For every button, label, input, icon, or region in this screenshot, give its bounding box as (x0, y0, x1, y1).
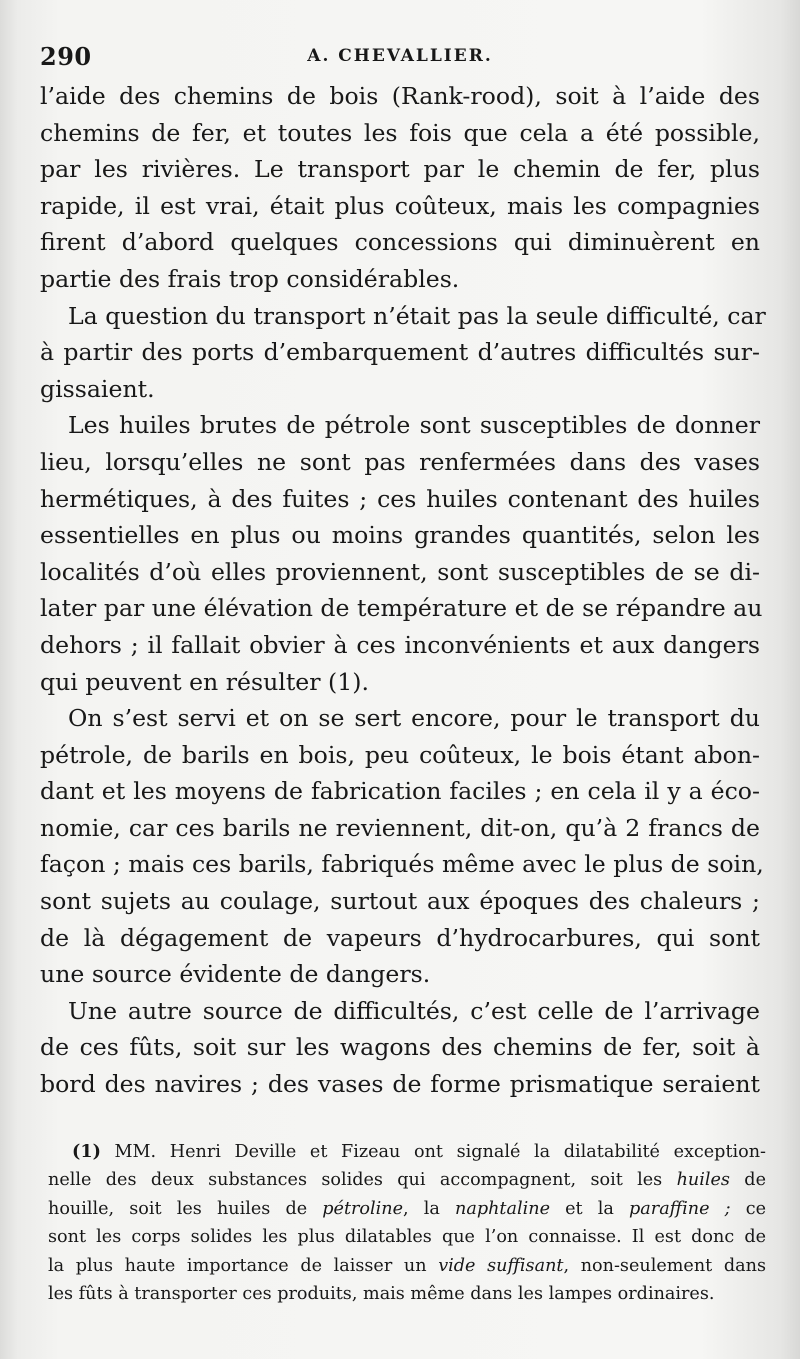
text-line: bord des navires ; des vases de forme prismatique seraient (40, 1070, 760, 1099)
page-header (40, 42, 760, 72)
footnote-italic: huiles (676, 1170, 730, 1191)
text-line: essentielles en plus ou moins grandes quantités, selon les (40, 521, 760, 550)
footnote-line (48, 1138, 766, 1166)
footnote-text: ce (730, 1198, 766, 1219)
paragraph-start-line: Une autre source de difficultés, c’est celle de l’arrivage (68, 996, 760, 1025)
text-line: localités d’où elles proviennent, sont susceptibles de se di- (40, 557, 760, 586)
footnote-text: , non-seulement dans (563, 1255, 766, 1276)
paragraph-start-line: On s’est servi et on se sert encore, pour le transport du (68, 704, 760, 733)
paragraph-start-line: La question du transport n’était pas la seule difficulté, car (68, 301, 766, 330)
text-line: chemins de fer, et toutes les fois que cela a été possible, (40, 118, 760, 147)
text-line: par les rivières. Le transport par le chemin de fer, plus (40, 155, 760, 184)
footnote-line (48, 1166, 766, 1194)
footnote-text: la plus haute importance de laisser un (48, 1255, 439, 1276)
footnote-text: nelle des deux substances solides qui accompagnent, soit les (48, 1170, 677, 1191)
text-line: dehors ; il fallait obvier à ces inconvénients et aux dangers (40, 630, 760, 659)
text-line: pétrole, de barils en bois, peu coûteux, le bois étant abon- (40, 740, 760, 769)
footnote-marker: (1) (72, 1141, 101, 1162)
page-number: 290 (40, 42, 92, 71)
text-line: hermétiques, à des fuites ; ces huiles contenant des huiles (40, 484, 760, 513)
text-line: rapide, il est vrai, était plus coûteux, mais les compagnies (40, 191, 760, 220)
footnote (48, 1138, 766, 1308)
footnote-italic: vide suffisant (438, 1255, 564, 1276)
footnote-text: de (729, 1170, 766, 1191)
footnote-line (48, 1223, 766, 1251)
text-line: à partir des ports d’embarquement d’autres difficultés sur- (40, 338, 760, 367)
footnote-italic: pétroline (322, 1198, 404, 1219)
text-line: qui peuvent en résulter (1). (40, 667, 369, 696)
footnote-line (48, 1280, 766, 1308)
footnote-text: et la (550, 1198, 630, 1219)
footnote-text: les fûts à transporter ces produits, mais même dans les lampes ordinaires. (48, 1283, 715, 1304)
text-line: partie des frais trop considérables. (40, 264, 460, 293)
text-line: de ces fûts, soit sur les wagons des chemins de fer, soit à (40, 1033, 760, 1062)
paragraph-start-line: Les huiles brutes de pétrole sont susceptibles de donner (68, 411, 760, 440)
footnote-text: houille, soit les huiles de (48, 1198, 323, 1219)
footnote-line (48, 1195, 766, 1223)
text-line: gissaient. (40, 374, 155, 403)
footnote-text: sont les corps solides les plus dilatables que l’on connaisse. Il est donc de (48, 1227, 766, 1248)
text-line: later par une élévation de température et de se répandre au (40, 594, 763, 623)
text-line: façon ; mais ces barils, fabriqués même avec le plus de soin, (40, 850, 764, 879)
footnote-line (48, 1252, 766, 1280)
text-line: une source évidente de dangers. (40, 960, 431, 989)
text-line: lieu, lorsqu’elles ne sont pas renfermées dans des vases (40, 447, 760, 476)
running-head: A. CHEVALLIER. (307, 46, 493, 66)
footnote-text: , la (403, 1198, 456, 1219)
text-line: nomie, car ces barils ne reviennent, dit-on, qu’à 2 francs de (40, 813, 760, 842)
text-line: dant et les moyens de fabrication faciles ; en cela il y a éco- (40, 777, 760, 806)
text-line: l’aide des chemins de bois (Rank-rood), soit à l’aide des (40, 82, 760, 110)
body-text (40, 78, 766, 1103)
footnote-italic: naphtaline (455, 1198, 550, 1219)
text-line: firent d’abord quelques concessions qui diminuèrent en (40, 228, 760, 257)
footnote-text: MM. Henri Deville et Fizeau ont signalé la dilatabilité exception- (114, 1142, 767, 1162)
text-line: de là dégagement de vapeurs d’hydrocarbures, qui sont (40, 923, 760, 952)
footnote-italic: paraffine ; (629, 1198, 731, 1219)
text-line: sont sujets au coulage, surtout aux époques des chaleurs ; (40, 887, 760, 916)
